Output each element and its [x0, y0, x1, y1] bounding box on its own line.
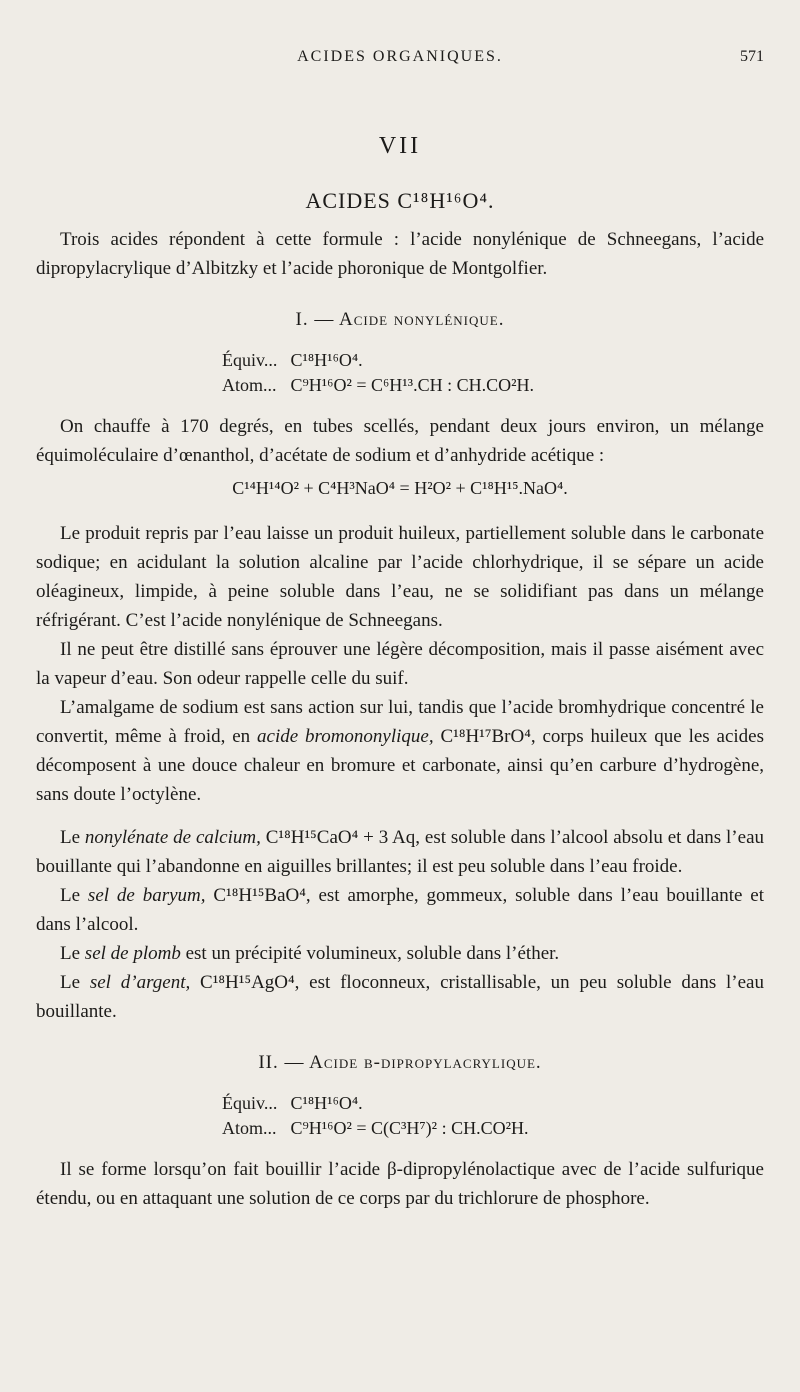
formula-block-1 [222, 348, 764, 398]
atom-formula: C⁹H¹⁶O² = C(C³H⁷)² : CH.CO²H. [290, 1118, 529, 1138]
equiv-formula: C¹⁸H¹⁶O⁴. [290, 350, 363, 370]
text-run: Le [60, 943, 85, 964]
equiv-label: Équiv... [222, 350, 278, 370]
running-title: ACIDES ORGANIQUES. [297, 48, 503, 65]
equiv-line [222, 348, 764, 373]
formula-block-2 [222, 1091, 764, 1141]
atom-line [222, 373, 764, 398]
page-body [36, 126, 764, 1213]
section-heading-nonylenique: I. — Acide nonylénique. [295, 309, 505, 330]
chapter-number: VII [378, 133, 422, 159]
text-run: C¹⁸H¹⁵CaO⁴ + 3 Aq, est soluble dans l’alcool absolu et dans l’eau bouillante qui l’abandonne en aiguilles brillantes; il est peu soluble dans l’eau froide. [36, 827, 765, 877]
text-run: L’amalgame de sodium est sans action sur lui, tandis que l’acide bromhydrique concentré le convertit, même à froid, en [36, 697, 764, 747]
text-run: Le [60, 827, 85, 848]
paragraph-gap [36, 809, 764, 823]
paragraph [36, 881, 764, 939]
chapter-title: ACIDES C¹⁸H¹⁶O⁴. [305, 188, 495, 213]
text-run: C¹⁸H¹⁵BaO⁴, est amorphe, gommeux, soluble dans l’eau bouillante et dans l’alcool. [36, 885, 764, 935]
compound-name: sel de baryum, [87, 885, 206, 906]
atom-label: Atom... [222, 1118, 277, 1138]
text-run: Le [60, 885, 88, 906]
equiv-formula: C¹⁸H¹⁶O⁴. [290, 1093, 363, 1113]
paragraph: On chauffe à 170 degrés, en tubes scellés, pendant deux jours environ, un mélange équimoléculaire d’œnanthol, d’acétate de sodium et d’anhydride acétique : [36, 416, 764, 466]
paragraph [36, 939, 764, 968]
text-run: C¹⁸H¹⁷BrO⁴, corps huileux que les acides décomposent à une douce chaleur en bromure et carbonate, ainsi qu’en carbure d’hydrogène, sans doute l’octylène. [36, 726, 764, 805]
intro-paragraph: Trois acides répondent à cette formule : l’acide nonylénique de Schneegans, l’acide dipropylacrylique d’Albitzky et l’acide phoronique de Montgolfier. [36, 229, 764, 279]
compound-name: sel de plomb [84, 943, 181, 964]
compound-name: acide bromononylique, [257, 726, 434, 747]
paragraph: Le produit repris par l’eau laisse un produit huileux, partiellement soluble dans le carbonate sodique; en acidulant la solution alcaline par l’acide chlorhydrique, il se sépare un acide oléagineux, limpide, à peine soluble dans l’eau, ne se solidifiant pas dans un mélange réfrigérant. C’est l’acide nonylénique de Schneegans. [36, 523, 764, 631]
running-header [0, 46, 800, 72]
paragraph [36, 693, 764, 809]
text-run: Le [60, 972, 90, 993]
text-run: est un précipité volumineux, soluble dans l’éther. [180, 943, 560, 964]
atom-line [222, 1116, 764, 1141]
equiv-label: Équiv... [222, 1093, 278, 1113]
paragraph [36, 823, 764, 881]
equiv-line [222, 1091, 764, 1116]
atom-formula: C⁹H¹⁶O² = C⁶H¹³.CH : CH.CO²H. [290, 375, 534, 395]
compound-name: nonylénate de calcium, [84, 827, 261, 848]
compound-name: sel d’argent, [89, 972, 191, 993]
paragraph: Il se forme lorsqu’on fait bouillir l’acide β-dipropylénolactique avec de l’acide sulfurique étendu, ou en attaquant une solution de ce corps par du trichlorure de phosphore. [36, 1159, 764, 1209]
text-run: C¹⁸H¹⁵AgO⁴, est floconneux, cristallisable, un peu soluble dans l’eau bouillante. [36, 972, 764, 1022]
atom-label: Atom... [222, 375, 277, 395]
reaction-equation: C¹⁴H¹⁴O² + C⁴H³NaO⁴ = H²O² + C¹⁸H¹⁵.NaO⁴. [232, 478, 568, 498]
paragraph: Il ne peut être distillé sans éprouver une légère décomposition, mais il passe aisément avec la vapeur d’eau. Son odeur rappelle celle du suif. [36, 639, 764, 689]
page-number: 571 [740, 48, 764, 65]
section-heading-dipropylacrylique: II. — Acide β-dipropylacrylique. [258, 1052, 542, 1073]
paragraph [36, 968, 764, 1026]
